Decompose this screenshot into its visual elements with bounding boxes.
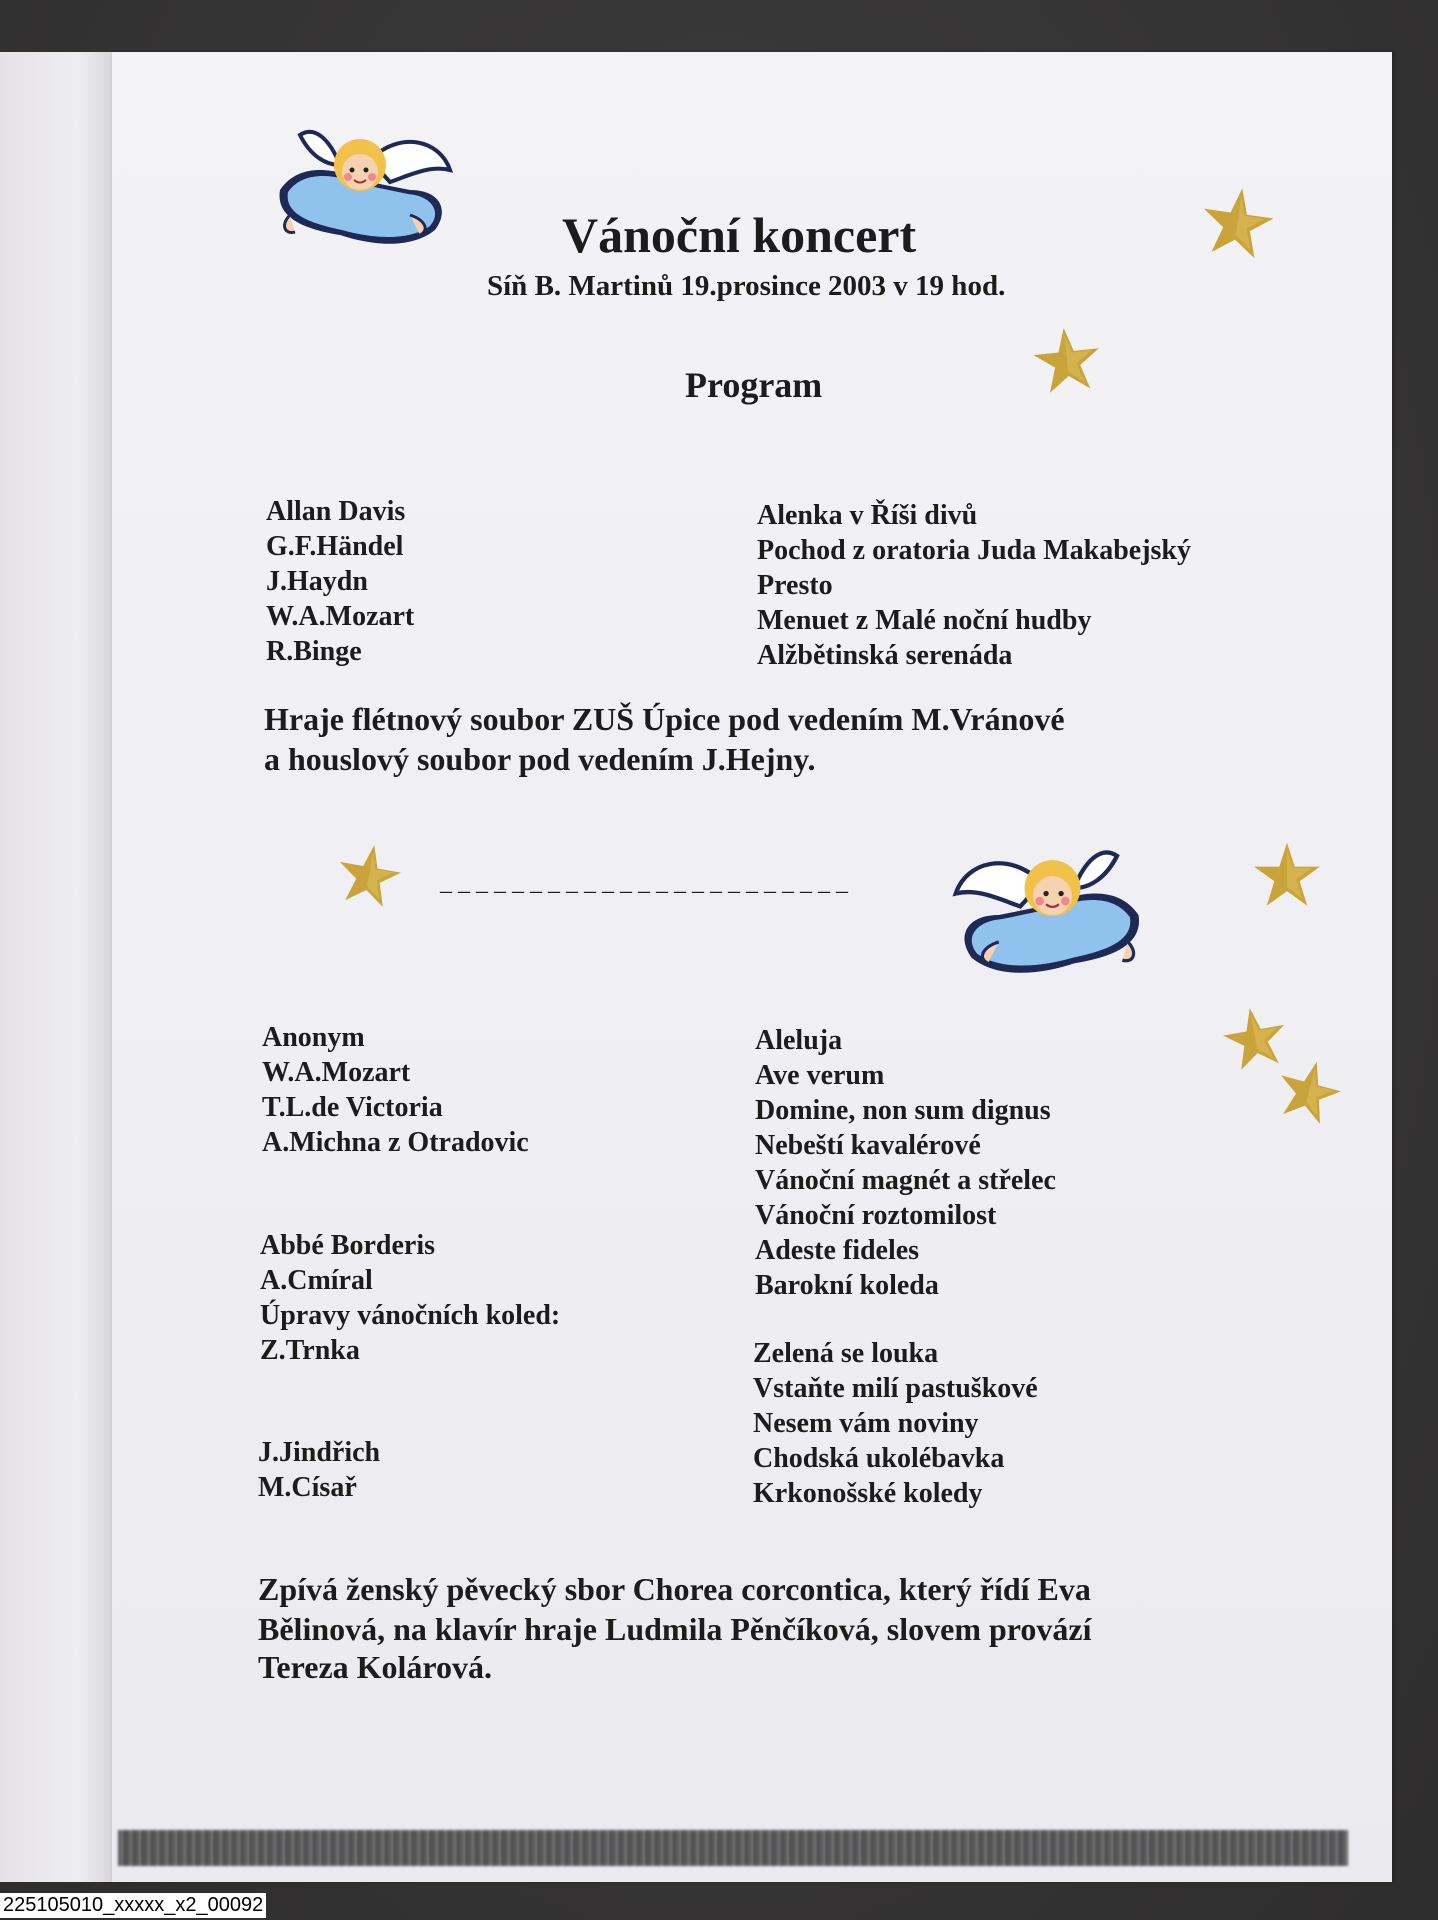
composer-name: A.Cmíral	[260, 1265, 373, 1296]
part1-composers	[266, 494, 414, 669]
composer-name: Úpravy vánočních koled:	[260, 1300, 561, 1331]
piece-title: Aleluja	[755, 1025, 843, 1056]
composer-name: G.F.Händel	[266, 531, 404, 562]
piece-title: Vstaňte milí pastuškové	[753, 1373, 1038, 1404]
composer-name: Abbé Borderis	[260, 1230, 435, 1261]
piece-title: Domine, non sum dignus	[755, 1095, 1051, 1126]
gold-star-icon	[1252, 840, 1322, 910]
section-separator: _ _ _ _ _ _ _ _ _ _ _ _ _ _ _ _ _ _ _ _ _ _ _	[440, 870, 848, 896]
piece-title: Vánoční magnét a střelec	[755, 1165, 1056, 1196]
piece-title: Pochod z oratoria Juda Makabejský	[757, 535, 1191, 566]
piece-title: Barokní koleda	[755, 1270, 939, 1301]
composer-name: Z.Trnka	[260, 1335, 360, 1366]
part2-pieces-group1	[755, 1023, 1056, 1303]
piece-title: Zelená se louka	[753, 1338, 939, 1369]
piece-title: Adeste fideles	[755, 1235, 920, 1266]
part2-composers-group2	[260, 1228, 560, 1368]
performers-part2-line3: Tereza Kolárová.	[258, 1649, 493, 1685]
gold-star-icon	[1195, 180, 1280, 265]
composer-name: J.Haydn	[266, 566, 368, 597]
part2-composers-group3	[258, 1435, 380, 1505]
piece-title: Alžbětinská serenáda	[757, 640, 1013, 671]
part2-composers-group1	[262, 1020, 529, 1160]
composer-name: R.Binge	[266, 636, 362, 667]
part1-pieces	[757, 498, 1191, 673]
composer-name: W.A.Mozart	[266, 601, 415, 632]
piece-title: Krkonošské koledy	[753, 1478, 983, 1509]
piece-title: Chodská ukolébavka	[753, 1443, 1005, 1474]
piece-title: Nebeští kavalérové	[755, 1130, 981, 1161]
composer-name: W.A.Mozart	[262, 1057, 411, 1088]
gold-star-icon	[331, 837, 407, 913]
performers-part1-line1: Hraje flétnový soubor ZUŠ Úpice pod vedením M.Vránové	[264, 701, 1065, 737]
performers-part2-line1: Zpívá ženský pěvecký sbor Chorea corcontica, který řídí Eva	[258, 1571, 1091, 1607]
piece-title: Alenka v Říši divů	[757, 500, 978, 531]
concert-title: Vánoční koncert	[562, 207, 917, 263]
part2-pieces-group2	[753, 1336, 1038, 1511]
composer-name: A.Michna z Otradovic	[262, 1127, 529, 1158]
program-heading: Program	[685, 365, 823, 405]
composer-name: Anonym	[262, 1022, 365, 1053]
gold-star-icon	[1029, 322, 1106, 399]
angel-sticker-icon	[260, 120, 460, 260]
left-page-edge	[0, 52, 112, 1882]
composer-name: M.Císař	[258, 1472, 357, 1503]
performers-part1-line2: a houslový soubor pod vedením J.Hejny.	[264, 741, 816, 777]
piece-title: Nesem vám noviny	[753, 1408, 979, 1439]
composer-name: Allan Davis	[266, 496, 406, 527]
piece-title: Vánoční roztomilost	[755, 1200, 997, 1231]
angel-sticker-icon	[945, 825, 1160, 1005]
scan-smudge	[118, 1830, 1348, 1866]
piece-title: Ave verum	[755, 1060, 885, 1091]
piece-title: Presto	[757, 570, 833, 601]
composer-name: J.Jindřich	[258, 1437, 381, 1468]
composer-name: T.L.de Victoria	[262, 1092, 443, 1123]
performers-part2-line2: Bělinová, na klavír hraje Ludmila Pěnčíková, slovem provází	[258, 1611, 1092, 1647]
file-label: 225105010_xxxxx_x2_00092	[0, 1893, 266, 1918]
piece-title: Menuet z Malé noční hudby	[757, 605, 1092, 636]
concert-subtitle: Síň B. Martinů 19.prosince 2003 v 19 hod.	[487, 270, 1006, 302]
